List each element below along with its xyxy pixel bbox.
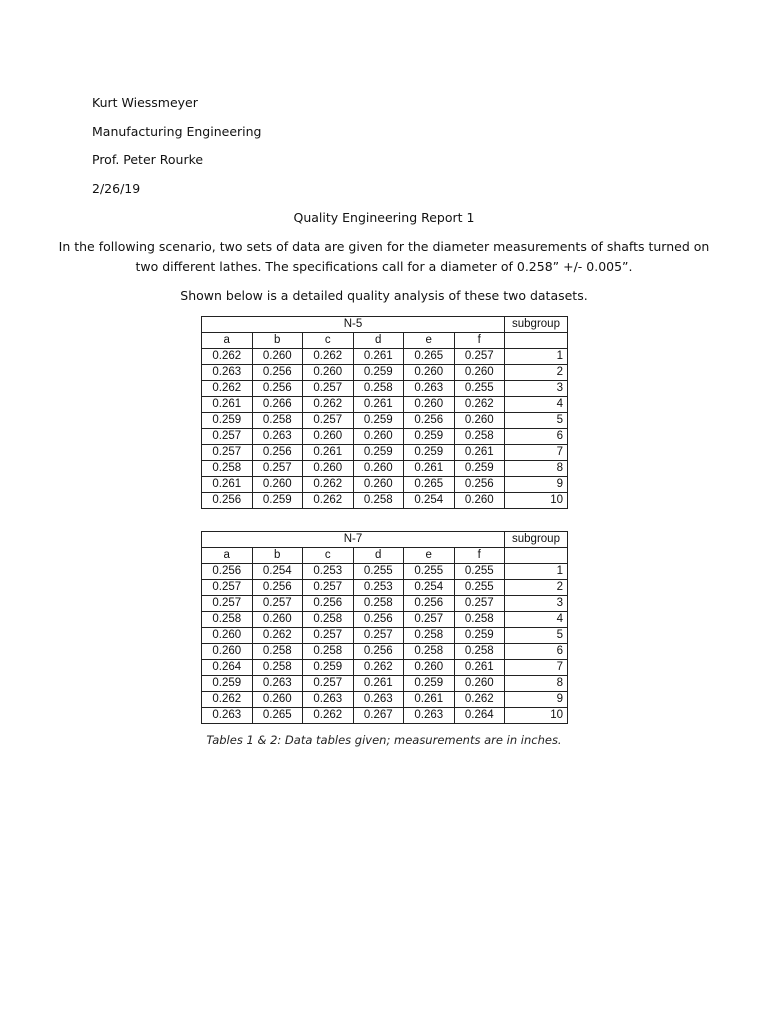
measurement-cell: 0.261 [353, 676, 404, 692]
measurement-cell: 0.262 [202, 381, 253, 397]
measurement-cell: 0.257 [303, 381, 354, 397]
column-header: c [303, 333, 354, 349]
measurement-cell: 0.260 [303, 461, 354, 477]
measurement-cell: 0.263 [202, 365, 253, 381]
measurement-cell: 0.261 [303, 445, 354, 461]
table-row [202, 580, 568, 596]
measurement-cell: 0.258 [252, 413, 303, 429]
column-header: c [303, 548, 354, 564]
column-header-row [202, 333, 568, 349]
measurement-cell: 0.265 [252, 708, 303, 724]
measurement-cell: 0.257 [303, 580, 354, 596]
measurement-cell: 0.260 [252, 692, 303, 708]
measurement-cell: 0.262 [202, 349, 253, 365]
measurement-cell: 0.260 [202, 628, 253, 644]
measurement-cell: 0.260 [252, 612, 303, 628]
measurement-cell: 0.259 [404, 429, 455, 445]
measurement-cell: 0.262 [454, 397, 505, 413]
measurement-cell: 0.261 [404, 692, 455, 708]
column-header: e [404, 333, 455, 349]
measurement-cell: 0.259 [353, 445, 404, 461]
measurement-cell: 0.256 [303, 596, 354, 612]
measurement-cell: 0.254 [404, 580, 455, 596]
measurement-cell: 0.265 [404, 477, 455, 493]
measurement-cell: 0.261 [454, 445, 505, 461]
table-row [202, 612, 568, 628]
measurement-cell: 0.257 [202, 580, 253, 596]
measurement-cell: 0.262 [303, 493, 354, 509]
table-row [202, 365, 568, 381]
subgroup-number: 10 [505, 708, 568, 724]
subgroup-number: 10 [505, 493, 568, 509]
subgroup-number: 8 [505, 461, 568, 477]
measurement-cell: 0.260 [353, 429, 404, 445]
measurement-cell: 0.257 [303, 676, 354, 692]
measurement-cell: 0.263 [404, 381, 455, 397]
measurement-cell: 0.256 [202, 564, 253, 580]
measurement-cell: 0.263 [353, 692, 404, 708]
subgroup-header: subgroup [505, 532, 568, 548]
measurement-cell: 0.253 [303, 564, 354, 580]
measurement-cell: 0.255 [353, 564, 404, 580]
subgroup-number: 9 [505, 692, 568, 708]
table-title: N-5 [202, 317, 505, 333]
intro-line-3: Shown below is a detailed quality analysis of these two datasets. [180, 288, 588, 303]
measurement-cell: 0.257 [252, 461, 303, 477]
table-row [202, 596, 568, 612]
measurement-cell: 0.262 [353, 660, 404, 676]
measurement-cell: 0.258 [202, 461, 253, 477]
measurement-cell: 0.259 [353, 365, 404, 381]
measurement-cell: 0.264 [202, 660, 253, 676]
measurement-cell: 0.256 [202, 493, 253, 509]
subgroup-number: 6 [505, 429, 568, 445]
measurement-cell: 0.255 [404, 564, 455, 580]
measurement-cell: 0.260 [454, 493, 505, 509]
table-row [202, 493, 568, 509]
measurement-cell: 0.256 [252, 381, 303, 397]
measurement-cell: 0.262 [303, 477, 354, 493]
measurement-cell: 0.261 [202, 397, 253, 413]
measurement-cell: 0.263 [252, 676, 303, 692]
measurement-cell: 0.264 [454, 708, 505, 724]
measurement-cell: 0.256 [353, 612, 404, 628]
measurement-cell: 0.259 [252, 493, 303, 509]
column-header: f [454, 548, 505, 564]
measurement-cell: 0.257 [454, 596, 505, 612]
measurement-cell: 0.262 [252, 628, 303, 644]
measurement-cell: 0.257 [454, 349, 505, 365]
measurement-cell: 0.258 [404, 628, 455, 644]
data-table-n7 [201, 531, 568, 724]
measurement-cell: 0.257 [252, 596, 303, 612]
measurement-cell: 0.260 [404, 660, 455, 676]
subgroup-number: 5 [505, 413, 568, 429]
measurement-cell: 0.259 [202, 413, 253, 429]
measurement-cell: 0.266 [252, 397, 303, 413]
measurement-cell: 0.254 [404, 493, 455, 509]
subgroup-number: 9 [505, 477, 568, 493]
table-row [202, 660, 568, 676]
measurement-cell: 0.261 [404, 461, 455, 477]
table-title: N-7 [202, 532, 505, 548]
measurement-cell: 0.262 [303, 708, 354, 724]
data-table-n5 [201, 316, 568, 509]
measurement-cell: 0.262 [303, 397, 354, 413]
measurement-cell: 0.260 [303, 429, 354, 445]
measurement-cell: 0.262 [202, 692, 253, 708]
measurement-cell: 0.260 [252, 477, 303, 493]
measurement-cell: 0.256 [353, 644, 404, 660]
table-row [202, 708, 568, 724]
measurement-cell: 0.259 [454, 461, 505, 477]
measurement-cell: 0.260 [404, 365, 455, 381]
measurement-cell: 0.258 [303, 644, 354, 660]
subgroup-number: 5 [505, 628, 568, 644]
table-row [202, 676, 568, 692]
table-row [202, 349, 568, 365]
measurement-cell: 0.262 [303, 349, 354, 365]
measurement-cell: 0.262 [454, 692, 505, 708]
measurement-cell: 0.258 [353, 493, 404, 509]
measurement-cell: 0.258 [252, 660, 303, 676]
measurement-cell: 0.255 [454, 381, 505, 397]
measurement-cell: 0.257 [202, 596, 253, 612]
measurement-cell: 0.258 [252, 644, 303, 660]
measurement-cell: 0.258 [353, 381, 404, 397]
author-name: Kurt Wiessmeyer [92, 95, 198, 110]
column-header: a [202, 333, 253, 349]
table-row [202, 445, 568, 461]
measurement-cell: 0.257 [353, 628, 404, 644]
table-row [202, 397, 568, 413]
subgroup-number: 4 [505, 397, 568, 413]
column-header: d [353, 333, 404, 349]
measurement-cell: 0.263 [252, 429, 303, 445]
subgroup-number: 2 [505, 580, 568, 596]
measurement-cell: 0.261 [202, 477, 253, 493]
measurement-cell: 0.261 [353, 397, 404, 413]
measurement-cell: 0.263 [202, 708, 253, 724]
measurement-cell: 0.260 [353, 461, 404, 477]
subgroup-number: 1 [505, 564, 568, 580]
measurement-cell: 0.260 [454, 365, 505, 381]
subgroup-header-blank [505, 333, 568, 349]
table-row [202, 644, 568, 660]
table-row [202, 381, 568, 397]
table-row [202, 692, 568, 708]
table-row [202, 564, 568, 580]
column-header: b [252, 548, 303, 564]
subgroup-number: 2 [505, 365, 568, 381]
subgroup-number: 7 [505, 445, 568, 461]
measurement-cell: 0.258 [454, 612, 505, 628]
column-header: d [353, 548, 404, 564]
report-title: Quality Engineering Report 1 [293, 210, 475, 225]
table-row [202, 429, 568, 445]
measurement-cell: 0.257 [303, 413, 354, 429]
measurement-cell: 0.255 [454, 580, 505, 596]
measurement-cell: 0.256 [404, 596, 455, 612]
measurement-cell: 0.260 [353, 477, 404, 493]
measurement-cell: 0.259 [303, 660, 354, 676]
measurement-cell: 0.258 [404, 644, 455, 660]
subgroup-header: subgroup [505, 317, 568, 333]
measurement-cell: 0.260 [202, 644, 253, 660]
subgroup-number: 8 [505, 676, 568, 692]
column-header: b [252, 333, 303, 349]
measurement-cell: 0.263 [404, 708, 455, 724]
professor-name: Prof. Peter Rourke [92, 152, 204, 167]
table-title-row [202, 532, 568, 548]
column-header: e [404, 548, 455, 564]
measurement-cell: 0.259 [404, 676, 455, 692]
measurement-cell: 0.259 [404, 445, 455, 461]
measurement-cell: 0.260 [303, 365, 354, 381]
table-title-row [202, 317, 568, 333]
measurement-cell: 0.258 [454, 429, 505, 445]
measurement-cell: 0.256 [252, 445, 303, 461]
measurement-cell: 0.258 [454, 644, 505, 660]
measurement-cell: 0.265 [404, 349, 455, 365]
course-name: Manufacturing Engineering [92, 124, 262, 139]
table-row [202, 477, 568, 493]
subgroup-number: 1 [505, 349, 568, 365]
subgroup-number: 4 [505, 612, 568, 628]
measurement-cell: 0.259 [454, 628, 505, 644]
measurement-cell: 0.256 [454, 477, 505, 493]
table-row [202, 628, 568, 644]
measurement-cell: 0.258 [202, 612, 253, 628]
measurement-cell: 0.258 [353, 596, 404, 612]
measurement-cell: 0.261 [353, 349, 404, 365]
measurement-cell: 0.260 [454, 676, 505, 692]
measurement-cell: 0.257 [202, 445, 253, 461]
report-date: 2/26/19 [92, 181, 141, 196]
measurement-cell: 0.254 [252, 564, 303, 580]
measurement-cell: 0.267 [353, 708, 404, 724]
measurement-cell: 0.256 [404, 413, 455, 429]
measurement-cell: 0.263 [303, 692, 354, 708]
measurement-cell: 0.257 [303, 628, 354, 644]
measurement-cell: 0.258 [303, 612, 354, 628]
column-header: a [202, 548, 253, 564]
table-caption: Tables 1 & 2: Data tables given; measurements are in inches. [206, 733, 562, 747]
measurement-cell: 0.260 [404, 397, 455, 413]
subgroup-number: 7 [505, 660, 568, 676]
measurement-cell: 0.259 [202, 676, 253, 692]
measurement-cell: 0.256 [252, 580, 303, 596]
table-row [202, 413, 568, 429]
column-header: f [454, 333, 505, 349]
subgroup-number: 6 [505, 644, 568, 660]
measurement-cell: 0.255 [454, 564, 505, 580]
measurement-cell: 0.260 [252, 349, 303, 365]
measurement-cell: 0.257 [202, 429, 253, 445]
table-row [202, 461, 568, 477]
measurement-cell: 0.260 [454, 413, 505, 429]
column-header-row [202, 548, 568, 564]
measurement-cell: 0.253 [353, 580, 404, 596]
measurement-cell: 0.257 [404, 612, 455, 628]
subgroup-number: 3 [505, 381, 568, 397]
measurement-cell: 0.256 [252, 365, 303, 381]
measurement-cell: 0.259 [353, 413, 404, 429]
subgroup-header-blank [505, 548, 568, 564]
measurement-cell: 0.261 [454, 660, 505, 676]
intro-line-2: two different lathes. The specifications call for a diameter of 0.258” +/- 0.005”. [135, 259, 633, 274]
subgroup-number: 3 [505, 596, 568, 612]
intro-line-1: In the following scenario, two sets of data are given for the diameter measurements of shafts turned on [58, 239, 710, 254]
